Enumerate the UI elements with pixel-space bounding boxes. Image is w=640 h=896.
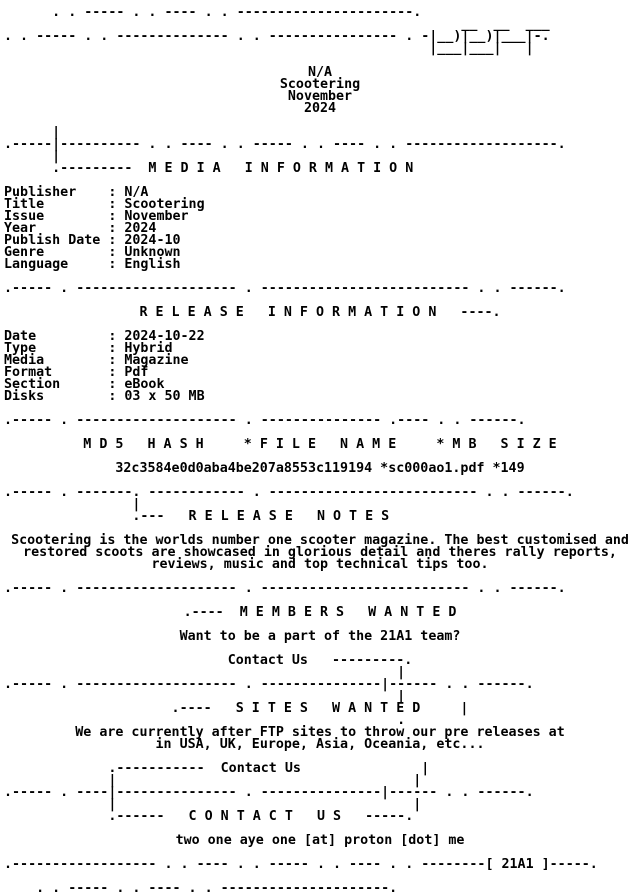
nfo-line: Section : eBook: [4, 377, 165, 392]
nfo-line: Disks : 03 x 50 MB: [4, 389, 205, 404]
nfo-line: |: [4, 689, 406, 704]
nfo-line: reviews, music and top technical tips too.: [151, 557, 489, 572]
nfo-line: . . ----- . . -------------- . . ---------------- . -|__)|__)|___|-.: [4, 29, 550, 44]
nfo-line: Publish Date : 2024-10: [4, 233, 181, 248]
nfo-line: Want to be a part of the 21A1 team?: [179, 629, 461, 644]
nfo-line: .----- . -------------------- . ---------------|------ . . ------.: [4, 677, 534, 692]
nfo-line: Language : English: [4, 257, 181, 272]
nfo-line: .---- S I T E S W A N T E D |: [171, 701, 469, 716]
nfo-line: Format : Pdf: [4, 365, 149, 380]
nfo-text-block: [0, 5, 640, 896]
nfo-line: .----- . -------------------- . -------------------------- . . ------.: [4, 581, 566, 596]
nfo-line: [0, 115, 640, 127]
nfo-line: November: [287, 89, 353, 104]
nfo-line: |___|___| |: [4, 41, 534, 56]
nfo-line: Title : Scootering: [4, 197, 205, 212]
nfo-line: two one aye one [at] proton [dot] me: [175, 833, 465, 848]
nfo-line: N/A: [307, 65, 333, 80]
nfo-line: .: [4, 713, 406, 728]
nfo-line: Issue : November: [4, 209, 189, 224]
nfo-line: M D 5 H A S H * F I L E N A M E * M B S I Z E: [83, 437, 557, 452]
nfo-line: Scootering: [279, 77, 361, 92]
nfo-line: | |: [4, 773, 422, 788]
nfo-line: Genre : Unknown: [4, 245, 181, 260]
nfo-line: Contact Us ---------.: [227, 653, 413, 668]
nfo-line: .------------------ . . ---- . . ----- . . ---- . . --------[ 21A1 ]-----.: [4, 857, 598, 872]
nfo-line: |: [4, 497, 141, 512]
nfo-line: Media : Magazine: [4, 353, 189, 368]
nfo-line: .----- . -------------------- . --------------- .---- . . ------.: [4, 413, 526, 428]
nfo-line: .----- . -------. ------------ . -------------------------- . . ------.: [4, 485, 574, 500]
nfo-line: |: [4, 125, 61, 140]
nfo-line: Scootering is the worlds number one scooter magazine. The best customised and: [11, 533, 629, 548]
nfo-line: |: [4, 149, 61, 164]
nfo-line: .--- R E L E A S E N O T E S: [4, 509, 390, 524]
nfo-line: Date : 2024-10-22: [4, 329, 205, 344]
nfo-line: We are currently after FTP sites to throw our pre releases at: [75, 725, 565, 740]
nfo-line: . . ----- . . ---- . . ---------------------.: [4, 881, 398, 896]
nfo-line: .------ C O N T A C T U S -----.: [4, 809, 414, 824]
nfo-line: .---- M E M B E R S W A N T E D: [183, 605, 457, 620]
nfo-line: .----- . ----|--------------- . ---------------|------ . . ------.: [4, 785, 534, 800]
nfo-line: in USA, UK, Europe, Asia, Oceania, etc...: [155, 737, 485, 752]
nfo-line: . . ----- . . ---- . . ----------------------.: [4, 5, 422, 20]
nfo-line: .----- . -------------------- . -------------------------- . . ------.: [4, 281, 566, 296]
nfo-line: |: [4, 665, 406, 680]
nfo-line: __ __ ___: [4, 17, 550, 32]
nfo-line: Publisher : N/A: [4, 185, 149, 200]
nfo-line: restored scoots are showcased in glorious detail and theres rally reports,: [23, 545, 617, 560]
nfo-line: .----------- Contact Us |: [4, 761, 430, 776]
nfo-line: Type : Hybrid: [4, 341, 173, 356]
nfo-line: R E L E A S E I N F O R M A T I O N ----.: [139, 305, 501, 320]
nfo-line: .-----|---------- . . ---- . . ----- . . ---- . . -------------------.: [4, 137, 566, 152]
nfo-line: .--------- M E D I A I N F O R M A T I O N: [4, 161, 414, 176]
nfo-line: Year : 2024: [4, 221, 157, 236]
nfo-line: 2024: [303, 101, 337, 116]
nfo-line: 32c3584e0d0aba4be207a8553c119194 *sc000ao1.pdf *149: [115, 461, 525, 476]
nfo-line: | |: [4, 797, 422, 812]
